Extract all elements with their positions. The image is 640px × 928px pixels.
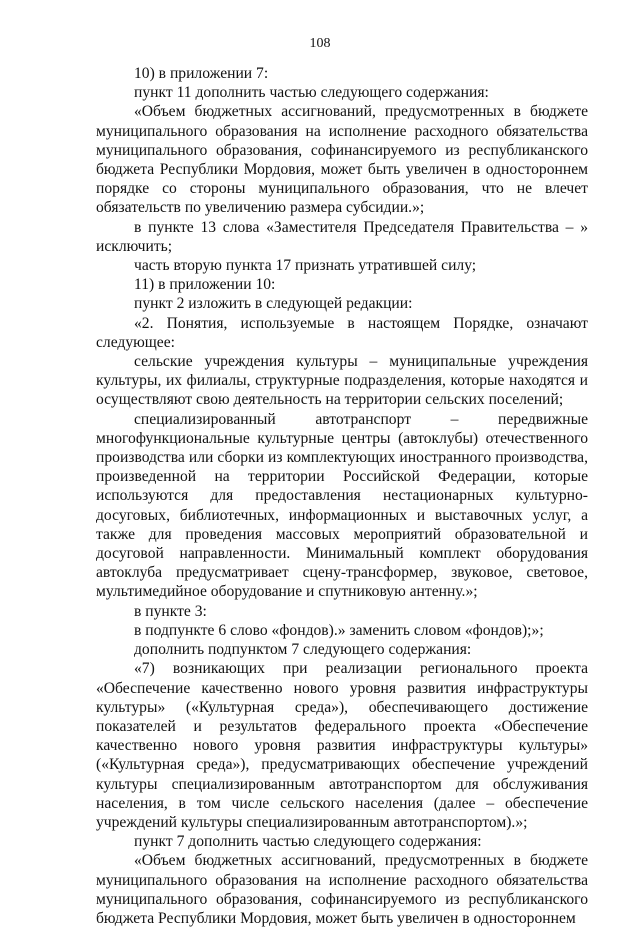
document-paragraph: пункт 7 дополнить частью следующего содержания:: [134, 833, 482, 851]
document-paragraph: в подпункте 6 слово «фондов).» заменить словом «фондов);»;: [134, 621, 544, 639]
document-paragraph: «Объем бюджетных ассигнований, предусмотренных в бюджете муниципального образования на исполнение расходного обязательства муниципального образования, софинансируемого из республиканского бюджета Республики Мордовия, может быть увеличен в одностороннем: [96, 852, 588, 927]
document-paragraph: часть вторую пункта 17 признать утратившей силу;: [134, 257, 477, 275]
document-paragraph: в пункте 13 слова «Заместителя Председателя Правительства – » исключить;: [96, 218, 588, 255]
document-paragraph: пункт 2 изложить в следующей редакции:: [134, 295, 413, 313]
document-paragraph: 11) в приложении 10:: [134, 276, 276, 294]
document-paragraph: сельские учреждения культуры – муниципальные учреждения культуры, их филиалы, структурные подразделения, которые находятся и осуществляют свою деятельность на территории сельских поселений;: [96, 353, 588, 409]
document-paragraph: в пункте 3:: [134, 602, 207, 620]
document-paragraph: «2. Понятия, используемые в настоящем Порядке, означают следующее:: [96, 314, 588, 351]
document-paragraph: «7) возникающих при реализации регионального проекта «Обеспечение качественно нового уровня развития инфраструктуры культуры» («Культурная среда»), обеспечивающего достижение показателей и результатов федерального проекта «Обеспечение качественно нового уровня развития инфраструктуры культуры» («Культурная среда»), предусматривающих обеспечение учреждений культуры специализированным автотранспортом для обслуживания населения, в том числе сельского населения (далее – обеспечение учреждений культуры специализированным автотранспортом).»;: [96, 660, 588, 831]
document-paragraph: дополнить подпунктом 7 следующего содержания:: [134, 641, 472, 659]
document-paragraph: специализированный автотранспорт – передвижные многофункциональные культурные центры (автоклубы) отечественного производства или сборки из комплектующих иностранного производства, произведенной на территории Российской Федерации, которые используются для предоставления нестационарных культурно-досуговых, библиотечных, информационных и выставочных услуг, а также для проведения массовых мероприятий образовательной и досуговой направленности. Минимальный комплект оборудования автоклуба предусматривает сцену-трансформер, звуковое, световое, мультимедийное оборудование и спутниковую антенну.»;: [96, 410, 588, 601]
document-paragraph: 10) в приложении 7:: [134, 65, 269, 82]
document-body: [96, 64, 588, 928]
document-paragraph: «Объем бюджетных ассигнований, предусмотренных в бюджете муниципального образования на исполнение расходного обязательства муниципального образования, софинансируемого из республиканского бюджета Республики Мордовия, может быть увеличен в одностороннем порядке со стороны муниципального образования, что не влечет обязательств по увеличению размера субсидии.»;: [96, 103, 588, 217]
document-paragraph: пункт 11 дополнить частью следующего содержания:: [134, 84, 489, 102]
page-number: 108: [309, 36, 331, 51]
